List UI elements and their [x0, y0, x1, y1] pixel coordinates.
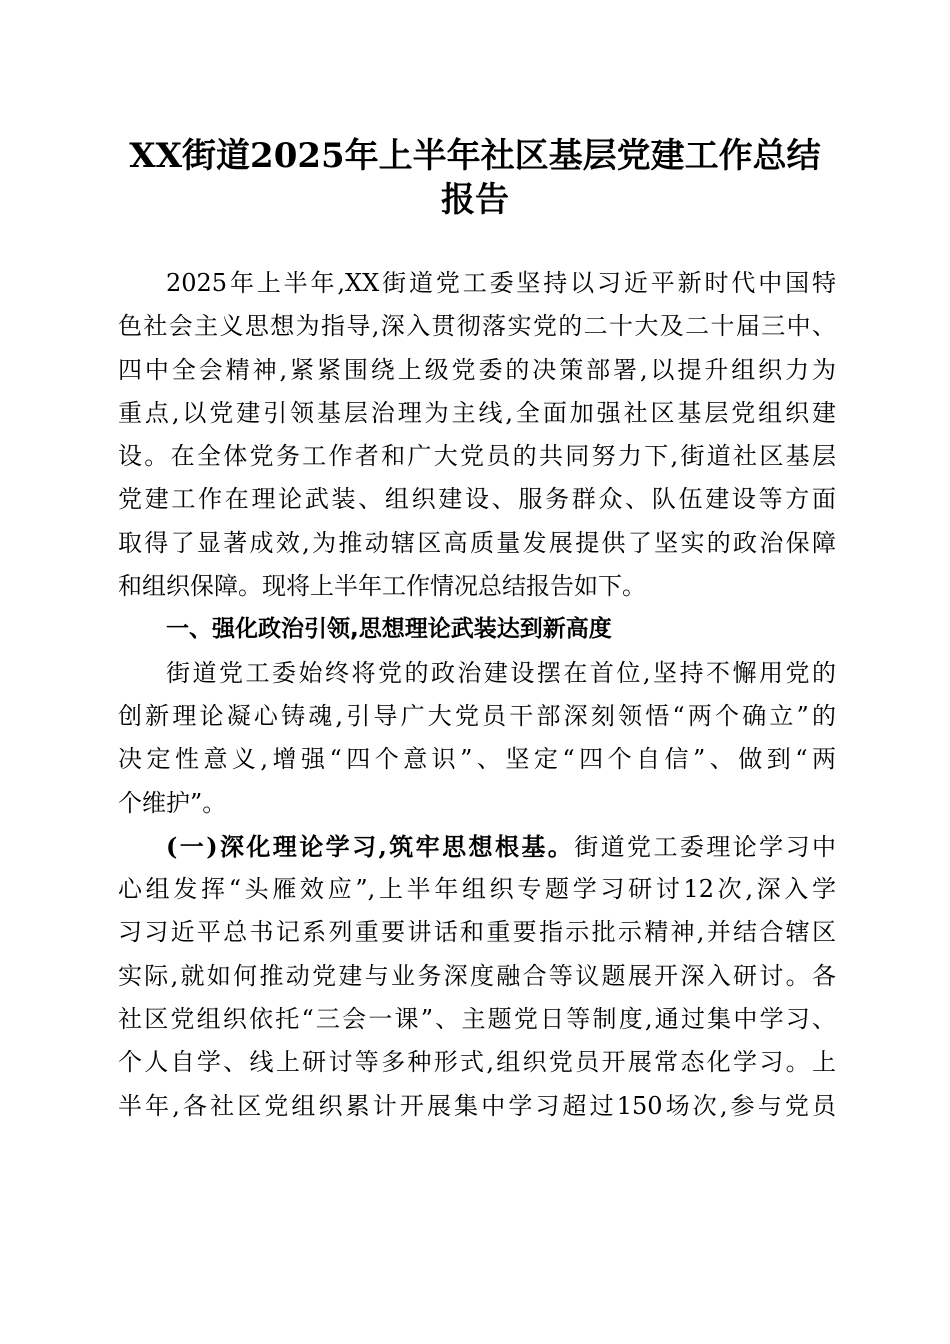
section-heading: 一、强化政治引领,思想理论武装达到新高度	[166, 616, 612, 643]
intro-line: 党建工作在理论武装、组织建设、服务群众、队伍建设等方面	[118, 485, 836, 514]
subsection-lead: (一)深化理论学习,筑牢思想根基。	[166, 831, 575, 861]
subsection-first-rest: 街道党工委理论学习中	[574, 832, 836, 861]
subsection-line: 习习近平总书记系列重要讲话和重要指示批示精神,并结合辖区	[118, 918, 836, 947]
title-line-1: XX街道2025年上半年社区基层党建工作总结	[129, 136, 821, 176]
intro-line: 色社会主义思想为指导,深入贯彻落实党的二十大及二十届三中、	[118, 312, 836, 341]
title-line-2: 报告	[441, 180, 509, 220]
subsection-line: 社区党组织依托“三会一课”、主题党日等制度,通过集中学习、	[118, 1005, 836, 1034]
section-line: 创新理论凝心铸魂,引导广大党员干部深刻领悟“两个确立”的	[118, 701, 836, 730]
section-line: 街道党工委始终将党的政治建设摆在首位,坚持不懈用党的	[166, 658, 836, 687]
section-line: 个维护”。	[118, 788, 227, 817]
document-body	[118, 262, 836, 1128]
document-title	[100, 134, 850, 222]
intro-line: 四中全会精神,紧紧围绕上级党委的决策部署,以提升组织力为	[118, 355, 836, 384]
intro-line: 设。在全体党务工作者和广大党员的共同努力下,街道社区基层	[118, 442, 836, 471]
subsection-line: 半年,各社区党组织累计开展集中学习超过150场次,参与党员	[118, 1091, 836, 1120]
subsection-line: 实际,就如何推动党建与业务深度融合等议题展开深入研讨。各	[118, 961, 836, 990]
intro-line: 取得了显著成效,为推动辖区高质量发展提供了坚实的政治保障	[118, 528, 836, 557]
subsection-first-line	[118, 825, 836, 868]
subsection-line: 个人自学、线上研讨等多种形式,组织党员开展常态化学习。上	[118, 1048, 836, 1077]
intro-line: 和组织保障。现将上半年工作情况总结报告如下。	[118, 572, 646, 601]
section-line: 决定性意义,增强“四个意识”、坚定“四个自信”、做到“两	[118, 745, 836, 774]
intro-line: 重点,以党建引领基层治理为主线,全面加强社区基层党组织建	[118, 398, 836, 427]
intro-line: 2025年上半年,XX街道党工委坚持以习近平新时代中国特	[166, 269, 836, 297]
subsection-line: 心组发挥“头雁效应”,上半年组织专题学习研讨12次,深入学	[118, 875, 836, 904]
